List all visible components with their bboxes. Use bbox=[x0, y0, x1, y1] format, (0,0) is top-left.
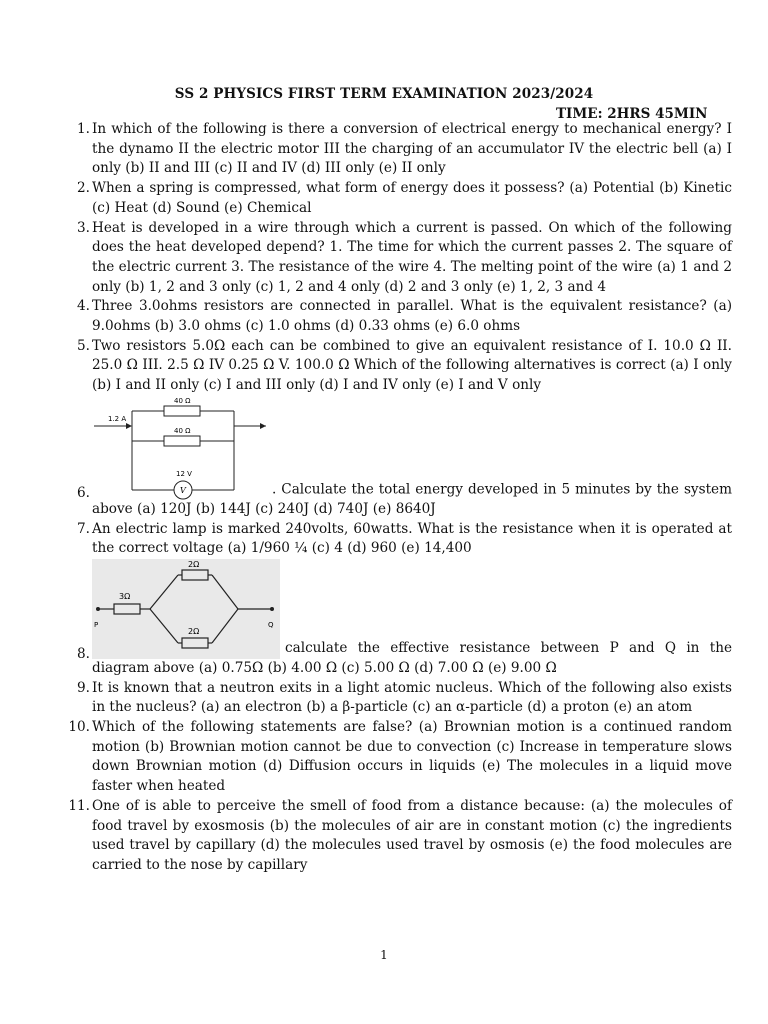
question-text: calculate the effective resistance between P and Q in the diagram above (a) 0.75Ω (b) 4.00 Ω (c) 5.00 Ω (d) 7.00 Ω (e) 9.00 Ω bbox=[92, 640, 732, 676]
question-text: Heat is developed in a wire through which a current is passed. On which of the following does the heat developed depend? 1. The time for which the current passes 2. The square of the electric current 3. The resistance of the wire 4. The melting point of the wire (a) 1 and 2 only (b) 1, 2 and 3 only (c) 1, 2 and 4 only (d) 2 and 3 only (e) 1, 2, 3 and 4 bbox=[92, 219, 732, 295]
question-6 bbox=[68, 396, 732, 520]
question-text: One of is able to perceive the smell of food from a distance because: (a) the molecules of food travel by exosmosis (b) the molecules of air are in constant motion (c) the ingredients used travel by capillary (d) the molecules used travel by osmosis (e) the food molecules are carried to the nose by capillary bbox=[92, 797, 732, 873]
question-number: 5. bbox=[77, 337, 90, 354]
question-9 bbox=[68, 679, 732, 718]
question-text: Three 3.0ohms resistors are connected in parallel. What is the equivalent resistance? (a) 9.0ohms (b) 3.0 ohms (c) 1.0 ohms (d) 0.33 ohms (e) 6.0 ohms bbox=[92, 298, 732, 335]
question-7 bbox=[68, 520, 732, 559]
question-number: 10. bbox=[68, 719, 90, 736]
resistor-bottom-label: 40 Ω bbox=[174, 426, 191, 435]
question-number: 8. bbox=[77, 645, 90, 662]
question-11 bbox=[68, 797, 732, 876]
question-number: 1. bbox=[77, 121, 90, 137]
question-number: 6. bbox=[77, 484, 90, 501]
question-3 bbox=[68, 219, 732, 298]
resistor-top bbox=[182, 570, 208, 580]
question-10 bbox=[68, 718, 732, 797]
question-4 bbox=[68, 297, 732, 336]
resistor-top-label: 40 Ω bbox=[174, 396, 191, 405]
question-number: 4. bbox=[77, 298, 90, 315]
question-number: 2. bbox=[77, 180, 90, 197]
parallel-circuit-diagram bbox=[92, 396, 272, 500]
question-5 bbox=[68, 337, 732, 396]
exam-title: SS 2 PHYSICS FIRST TERM EXAMINATION 2023/2024 bbox=[174, 86, 594, 102]
resistor-bottom bbox=[164, 436, 200, 446]
question-text: An electric lamp is marked 240volts, 60watts. What is the resistance when it is operated at the correct voltage (a) 1/960 ¼ (c) 4 (d) 960 (e) 14,400 bbox=[92, 520, 732, 557]
question-number: 9. bbox=[77, 679, 90, 696]
question-number: 3. bbox=[77, 219, 90, 236]
resistor-series-label: 3Ω bbox=[119, 591, 131, 601]
question-text: Which of the following statements are false? (a) Brownian motion is a continued random motion (b) Brownian motion cannot be due to convection (c) Increase in temperature slows down Brownian motion (d) Diffusion occurs in liquids (e) The molecules in a liquid move faster when heated bbox=[92, 719, 732, 795]
question-text: When a spring is compressed, what form of energy does it possess? (a) Potential (b) Kinetic (c) Heat (d) Sound (e) Chemical bbox=[92, 180, 732, 216]
series-parallel-circuit-diagram bbox=[92, 559, 280, 659]
question-number: 7. bbox=[77, 520, 90, 537]
current-label: 1.2 A bbox=[108, 414, 127, 423]
question-1 bbox=[68, 120, 732, 179]
resistor-bottom-label: 2Ω bbox=[188, 626, 200, 636]
resistor-series bbox=[114, 604, 140, 614]
terminal-p: P bbox=[94, 620, 99, 629]
question-2 bbox=[68, 179, 732, 218]
question-list bbox=[68, 120, 732, 876]
question-text: It is known that a neutron exits in a light atomic nucleus. Which of the following also exists in the nucleus? (a) an electron (b) a β-particle (c) an α-particle (d) a proton (e) an atom bbox=[92, 679, 732, 716]
question-number: 11. bbox=[68, 797, 90, 814]
voltage-label: 12 V bbox=[176, 469, 192, 478]
question-8 bbox=[68, 559, 732, 679]
page-number: 1 bbox=[380, 948, 388, 962]
resistor-top-label: 2Ω bbox=[188, 559, 200, 569]
question-text: . Calculate the total energy developed in 5 minutes by the system above (a) 120J (b) 144J (c) 240J (d) 740J (e) 8640J bbox=[92, 481, 732, 517]
question-text: Two resistors 5.0Ω each can be combined to give an equivalent resistance of I. 10.0 Ω II. 25.0 Ω III. 2.5 Ω IV 0.25 Ω V. 100.0 Ω Which of the following alternatives is correct (a) I only (b) I and II only (c) I and III only (d) I and IV only (e) I and V only bbox=[92, 337, 732, 394]
resistor-bottom bbox=[182, 638, 208, 648]
terminal-q: Q bbox=[268, 620, 274, 629]
question-text: In which of the following is there a conversion of electrical energy to mechanical energy? I the dynamo II the electric motor III the charging of an accumulator IV the electric bell (a) I only (b) II and III (c) II and IV (d) III only (e) II only bbox=[92, 121, 732, 177]
voltmeter-label: V bbox=[180, 485, 186, 495]
resistor-top bbox=[164, 406, 200, 416]
exam-time: TIME: 2HRS 45MIN bbox=[556, 106, 708, 122]
